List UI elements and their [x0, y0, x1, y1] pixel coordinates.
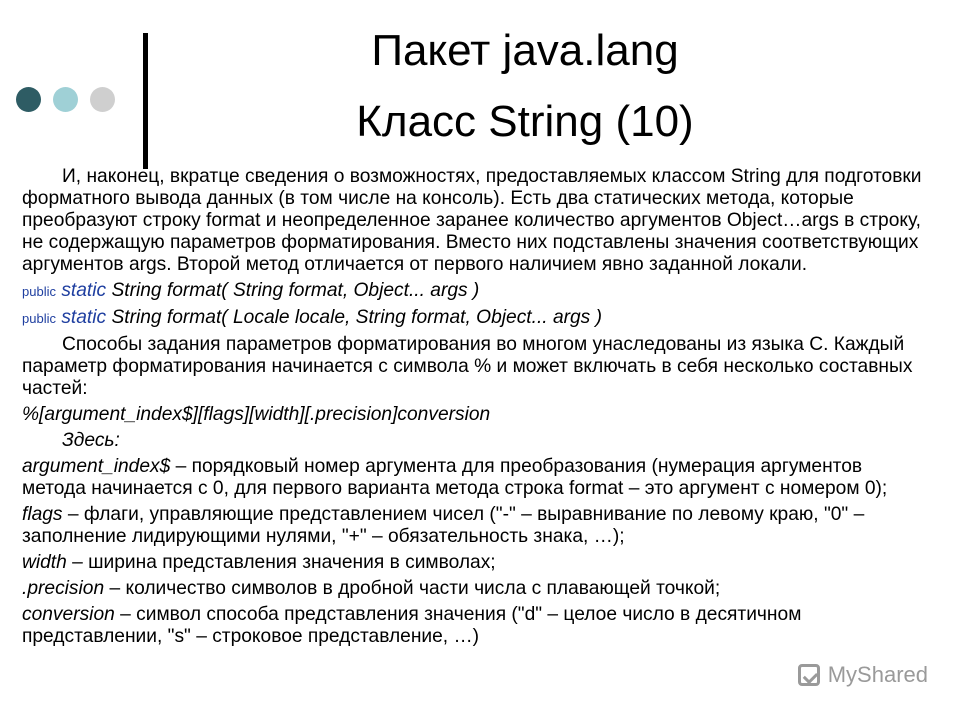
checkmark-box-icon	[798, 664, 820, 686]
term: .precision	[22, 578, 105, 599]
keyword-public: public	[22, 311, 56, 326]
format-syntax: %[argument_index$][flags][width][.precision]conversion	[22, 404, 491, 425]
dot-gray	[90, 87, 115, 112]
term: argument_index$	[22, 456, 171, 477]
slide-body	[22, 166, 927, 652]
dot-light-teal	[53, 87, 78, 112]
definition-conversion	[22, 604, 927, 648]
term: conversion	[22, 604, 115, 625]
here-label: Здесь:	[62, 430, 120, 451]
definition: – символ способа представления значения ("d" – целое число в десятичном представлении, "s" – строковое представление, …)	[22, 604, 802, 647]
signature-2	[22, 307, 927, 330]
keyword-static: static	[61, 307, 107, 328]
keyword-public: public	[22, 284, 56, 299]
definition: – количество символов в дробной части числа с плавающей точкой;	[104, 578, 721, 599]
dot-dark	[16, 87, 41, 112]
signature-1	[22, 280, 927, 303]
watermark	[798, 662, 928, 688]
signature-1-rest: String format( String format, Object... args )	[111, 280, 480, 301]
definition: – порядковый номер аргумента для преобразования (нумерация аргументов метода начинается с 0, для первого варианта метода строка format – это аргумент с номером 0);	[22, 456, 888, 499]
definition-precision	[22, 578, 927, 600]
term: width	[22, 552, 67, 573]
signature-2-rest: String format( Locale locale, String format, Object... args )	[111, 307, 602, 328]
decorative-dots	[16, 87, 115, 112]
slide-title-line2: Класс String (10)	[356, 97, 694, 146]
syntax-intro-paragraph: Способы задания параметров форматирования во многом унаследованы из языка С. Каждый параметр форматирования начинается с символа % и может включать в себя несколько составных частей:	[22, 334, 913, 399]
intro-paragraph: И, наконец, вкратце сведения о возможностях, предоставляемых классом String для подготовки форматного вывода данных (в том числе на консоль). Есть два статических метода, которые преобразуют строку format и неопределенное заранее количество аргументов Object…args в строку, не содержащую параметров форматирования. Вместо них подставлены значения соответствующих аргументов args. Второй метод отличается от первого наличием явно заданной локали.	[22, 166, 922, 275]
definition: – флаги, управляющие представлением чисел ("-" – выравнивание по левому краю, "0" – заполнение лидирующими нулями, "+" – обязательность знака, …);	[22, 504, 865, 547]
vertical-divider	[143, 33, 148, 169]
keyword-static: static	[61, 280, 107, 301]
watermark-text: MyShared	[827, 662, 928, 687]
definition-width	[22, 552, 927, 574]
definition-argument-index	[22, 456, 927, 500]
slide-title-line1: Пакет java.lang	[371, 26, 679, 75]
term: flags	[22, 504, 63, 525]
definition-flags	[22, 504, 927, 548]
definition: – ширина представления значения в символах;	[66, 552, 496, 573]
